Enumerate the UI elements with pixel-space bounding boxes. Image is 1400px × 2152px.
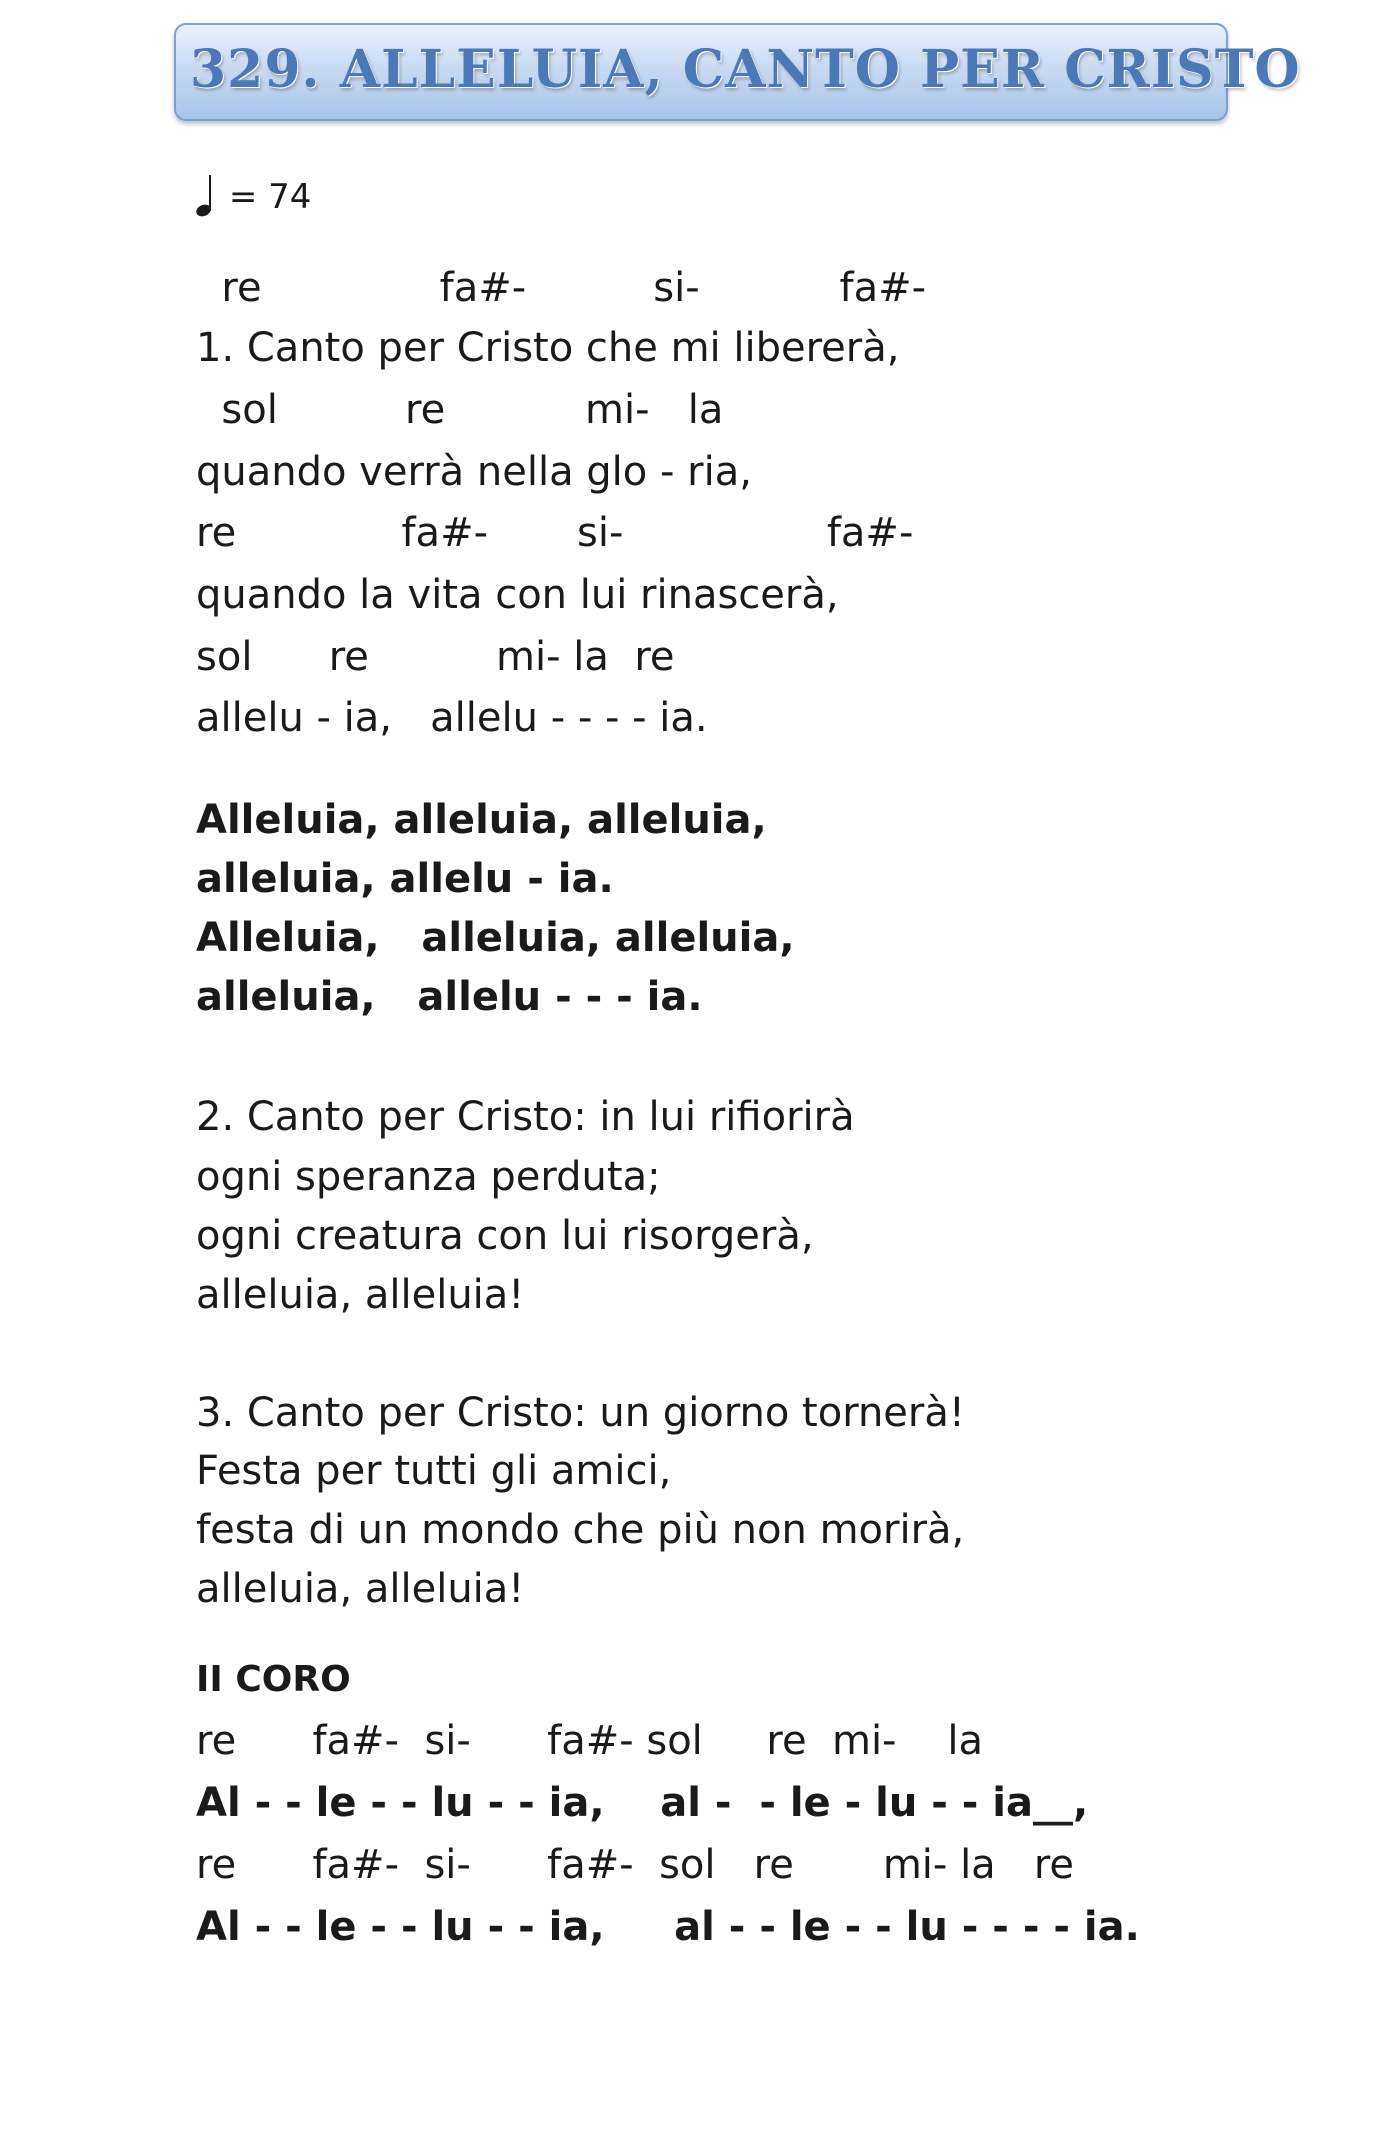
verse1-lyric-2: quando verrà nella glo - ria, [196,449,752,495]
verse1-chords-4: sol re mi- la re [196,634,675,680]
verse2-line-2: ogni speranza perduta; [196,1154,661,1200]
tempo-value: 74 [268,177,312,217]
coro-chords-1: re fa#- si- fa#- sol re mi- la [196,1718,983,1764]
verse3-line-3: festa di un mondo che più non morirà, [196,1507,965,1553]
verse1-lyric-4: allelu - ia, allelu - - - - ia. [196,695,708,741]
coro-heading: II CORO [196,1659,351,1700]
refrain-line-1: Alleluia, alleluia, alleluia, [196,797,767,843]
verse1-lyric-3: quando la vita con lui rinascerà, [196,572,839,618]
refrain-line-2: alleluia, allelu - ia. [196,856,614,902]
verse3-line-2: Festa per tutti gli amici, [196,1448,672,1494]
coro-chords-2: re fa#- si- fa#- sol re mi- la re [196,1842,1075,1888]
tempo-marking [196,172,311,217]
verse1-lyric-1: 1. Canto per Cristo che mi libererà, [196,325,900,371]
verse1-chords-3: re fa#- si- fa#- [196,510,914,556]
verse2-line-4: alleluia, alleluia! [196,1272,525,1318]
title-banner [174,23,1301,121]
verse1-chords-1: re fa#- si- fa#- [196,265,927,311]
verse1-chords-2: sol re mi- la [196,387,724,433]
verse3-line-1: 3. Canto per Cristo: un giorno tornerà! [196,1390,965,1436]
coro-lyric-1: Al - - le - - lu - - ia, al - - le - lu - - ia__, [196,1780,1089,1826]
coro-lyric-2: Al - - le - - lu - - ia, al - - le - - lu - - - - ia. [196,1904,1140,1950]
verse2-line-1: 2. Canto per Cristo: in lui rifiorirà [196,1094,855,1140]
quarter-note-icon [196,172,218,216]
refrain-line-3: Alleluia, alleluia, alleluia, [196,915,795,961]
refrain-line-4: alleluia, allelu - - - ia. [196,974,703,1020]
song-title: 329. ALLELUIA, CANTO PER CRISTO [190,39,1301,100]
tempo-equals: = [228,177,269,217]
verse3-line-4: alleluia, alleluia! [196,1566,525,1612]
verse2-line-3: ogni creatura con lui risorgerà, [196,1213,814,1259]
